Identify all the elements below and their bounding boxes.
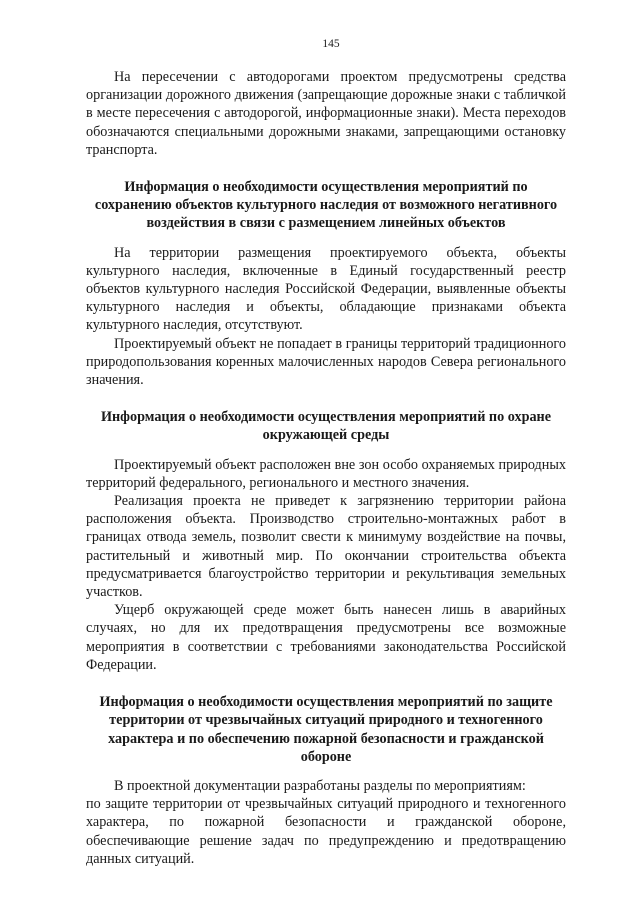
page-number: 145 (322, 38, 340, 50)
environment-paragraph-3: Ущерб окружающей среде может быть нанесен лишь в аварийных случаях, но для их предотвращения предусмотрены все возможные мероприятия в соответствии с требованиями законодательства Российской Федерации. (86, 602, 566, 673)
emergency-continuation: по защите территории от чрезвычайных ситуаций природного и техногенного характера, по пожарной безопасности и гражданской обороне, обеспечивающие решение задач по предупреждению и предотвращению данных ситуаций. (86, 796, 566, 867)
section-heading-environment: Информация о необходимости осуществления мероприятий по охране окружающей среды (100, 409, 552, 444)
environment-paragraph-1: Проектируемый объект расположен вне зон особо охраняемых природных территорий федерального, регионального и местного значения. (86, 456, 566, 491)
cultural-heritage-paragraph-2: Проектируемый объект не попадает в границы территорий традиционного природопользования коренных малочисленных народов Севера регионального значения. (86, 335, 566, 389)
intro-paragraph: На пересечении с автодорогами проектом предусмотрены средства организации дорожного движения (запрещающие дорожные знаки с табличкой в месте пересечения с автодорогой, информационные знаки). Места переходов обозначаются специальными дорожными знаками, запрещающими остановку транспорта. (86, 69, 566, 158)
section-heading-emergency: Информация о необходимости осуществления мероприятий по защите территории от чрезвычайных ситуаций природного и техногенного характера и по обеспечению пожарной безопасности и гражданской обороне (99, 694, 553, 765)
emergency-paragraph-1: В проектной документации разработаны разделы по мероприятиям: (114, 777, 526, 794)
cultural-heritage-paragraph-1: На территории размещения проектируемого объекта, объекты культурного наследия, включенные в Единый государственный реестр объектов культурного наследия Российской Федерации, выявленные объекты культурного наследия и объекты, обладающие признаками объекта культурного наследия, отсутствуют. (86, 244, 566, 334)
environment-paragraph-2: Реализация проекта не приведет к загрязнению территории района расположения объекта. Производство строительно-монтажных работ в границах отвода земель, позволит свести к минимуму воздействие на почвы, растительный и животный мир. По окончании строительства объекта предусматривается благоустройство территории и рекультивация земельных участков. (86, 493, 566, 601)
section-heading-cultural-heritage: Информация о необходимости осуществления мероприятий по сохранению объектов культурного наследия от возможного негативного воздействия в связи с размещением линейных объектов (94, 179, 558, 232)
